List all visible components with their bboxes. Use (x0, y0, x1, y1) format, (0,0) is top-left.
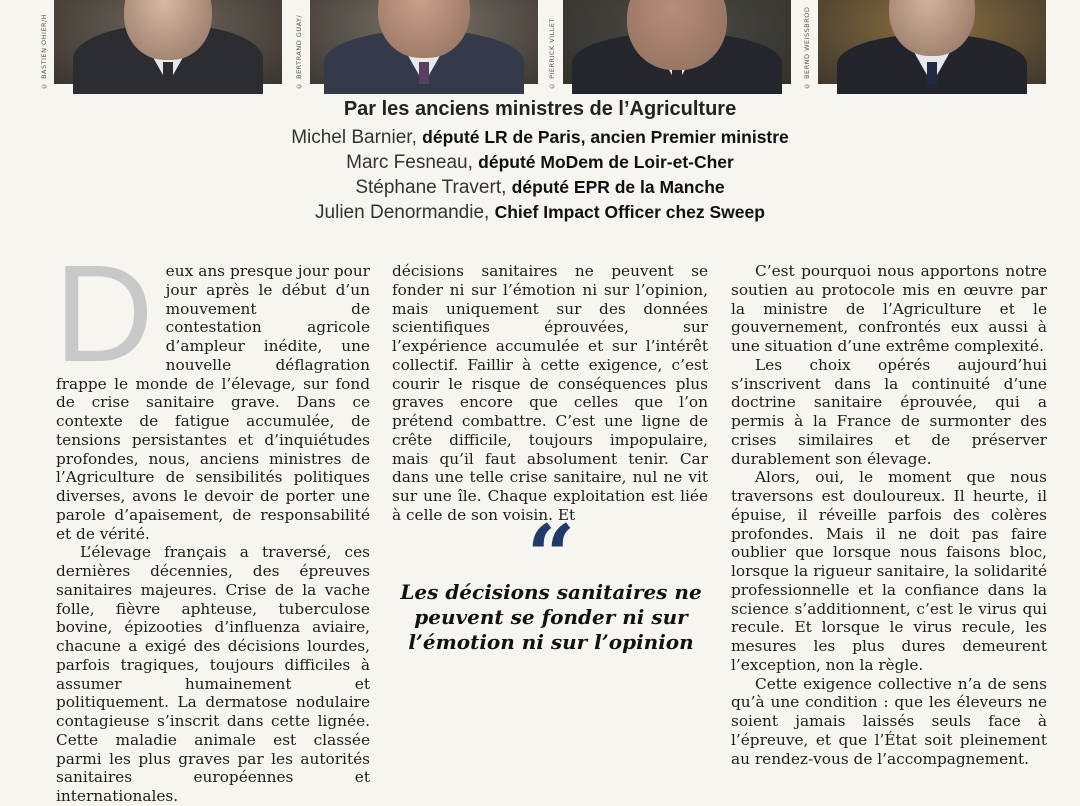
author-role: Chief Impact Officer chez Sweep (494, 202, 765, 222)
pull-quote (396, 506, 706, 655)
article-paragraph (54, 237, 370, 543)
author-line (0, 150, 1080, 175)
portrait-photo-barnier (54, 0, 282, 84)
byline-title: Par les anciens ministres de l’Agriculture (343, 98, 737, 120)
photo-tie (163, 62, 173, 84)
author-line (0, 200, 1080, 225)
author-name: Michel Barnier, (291, 127, 423, 148)
portrait-photo-denormandie (818, 0, 1046, 84)
paragraph-text: eux ans presque jour pour jour après le début d’un mouvement de contestation agricole d’ampleur inédite, une nouvelle déflagration frappe le monde de l’élevage, sur fond de crise sanitaire grave. Dans ce contexte de fatigue accumulée, de tensions persistantes et d’inquiétudes profondes, nous, anciens ministres de l’Agriculture de sensibilités politiques diverses, avons le devoir de porter une parole d’apaisement, de responsabilité et de vérité. (56, 262, 370, 543)
article-column-1 (54, 237, 370, 806)
article-paragraph: Cette exigence collective n’a de sens qu’à une condition : que les éleveurs ne soient jamais laissés seuls face à l’épreuve, et que l’État soit pleinement au rendez-vous de l’accompagnement. (731, 674, 1047, 768)
article-paragraph: décisions sanitaires ne peuvent se fonder ni sur l’émotion ni sur l’opinion, mais uniquement sur des données scientifiques éprouvées, sur l’expérience accumulée et sur l’intérêt collectif. Faillir à cette exigence, c’est courir le risque de conséquences plus graves encore que celles que l’on prétend combattre. C’est une ligne de crête difficile, toujours impopulaire, mais qu’il faut absolument tenir. Car dans une telle crise sanitaire, nul ne vit sur une île. Chaque exploitation est liée à celle de son voisin. Et (392, 262, 708, 524)
author-name: Stéphane Travert, (355, 177, 512, 198)
author-role: député LR de Paris, ancien Premier ministre (422, 127, 789, 147)
article-paragraph: L’élevage français a traversé, ces dernières décennies, des épreuves sanitaires majeures. Crise de la vache folle, fièvre aphteuse, tuberculose bovine, épizooties d’influenza aviaire, chacune a exigé des décisions lourdes, parfois tragiques, toujours difficiles à assumer humainement et politiquement. La dermatose nodulaire contagieuse s’inscrit dans cette lignée. Cette maladie animale est classée parmi les plus graves par les autorités sanitaires européennes et internationales. (56, 543, 370, 805)
author-role: député EPR de la Manche (511, 177, 725, 197)
author-line (0, 125, 1080, 150)
author-line (0, 175, 1080, 200)
author-list (0, 125, 1080, 225)
author-role: député MoDem de Loir-et-Cher (478, 152, 734, 172)
drop-cap: D (54, 237, 154, 391)
photo-tie (927, 62, 937, 84)
portrait-photo-travert (563, 0, 791, 84)
author-name: Julien Denormandie, (315, 202, 495, 223)
pull-quote-text: Les décisions sanitaires ne peuvent se fonder ni sur l’émotion ni sur l’opinion (400, 580, 702, 654)
quote-mark-icon: “ (526, 506, 576, 605)
photo-credit-3: © PIERRICK VILLET (548, 17, 556, 90)
byline (0, 98, 1080, 225)
photo-credit-4: © BERND WEISSBROD (803, 6, 811, 90)
author-name: Marc Fesneau, (346, 152, 479, 173)
article-column-2 (392, 262, 708, 525)
portrait-photo-fesneau (310, 0, 538, 84)
article-paragraph: Alors, oui, le moment que nous traversons est douloureux. Il heurte, il épuise, il réveille parfois des colères profondes. Mais il ne doit pas faire oublier que lorsque nous faisons bloc, lorsque la rigueur sanitaire, la solidarité professionnelle et la confiance dans la science s’additionnent, c’est le virus qui recule. Et lorsque le virus recule, les mesures les plus dures demeurent l’exception, non la règle. (731, 468, 1047, 674)
article-paragraph: C’est pourquoi nous apportons notre soutien au protocole mis en œuvre par la ministre de l’Agriculture et le gouvernement, confrontés eux aussi à une situation d’une extrême complexité. (731, 262, 1047, 355)
photo-tie (419, 62, 429, 84)
portrait-strip (0, 0, 1080, 90)
article-paragraph: Les choix opérés aujourd’hui s’inscrivent dans la continuité d’une doctrine sanitaire éprouvée, qui a permis à la France de surmonter des crises similaires et de préserver durablement son élevage. (731, 355, 1047, 468)
photo-credit-1: © BASTIEN OHIER/H (40, 13, 48, 90)
article-column-3 (731, 262, 1047, 768)
photo-credit-2: © BERTRAND GUAY/ (295, 14, 303, 90)
